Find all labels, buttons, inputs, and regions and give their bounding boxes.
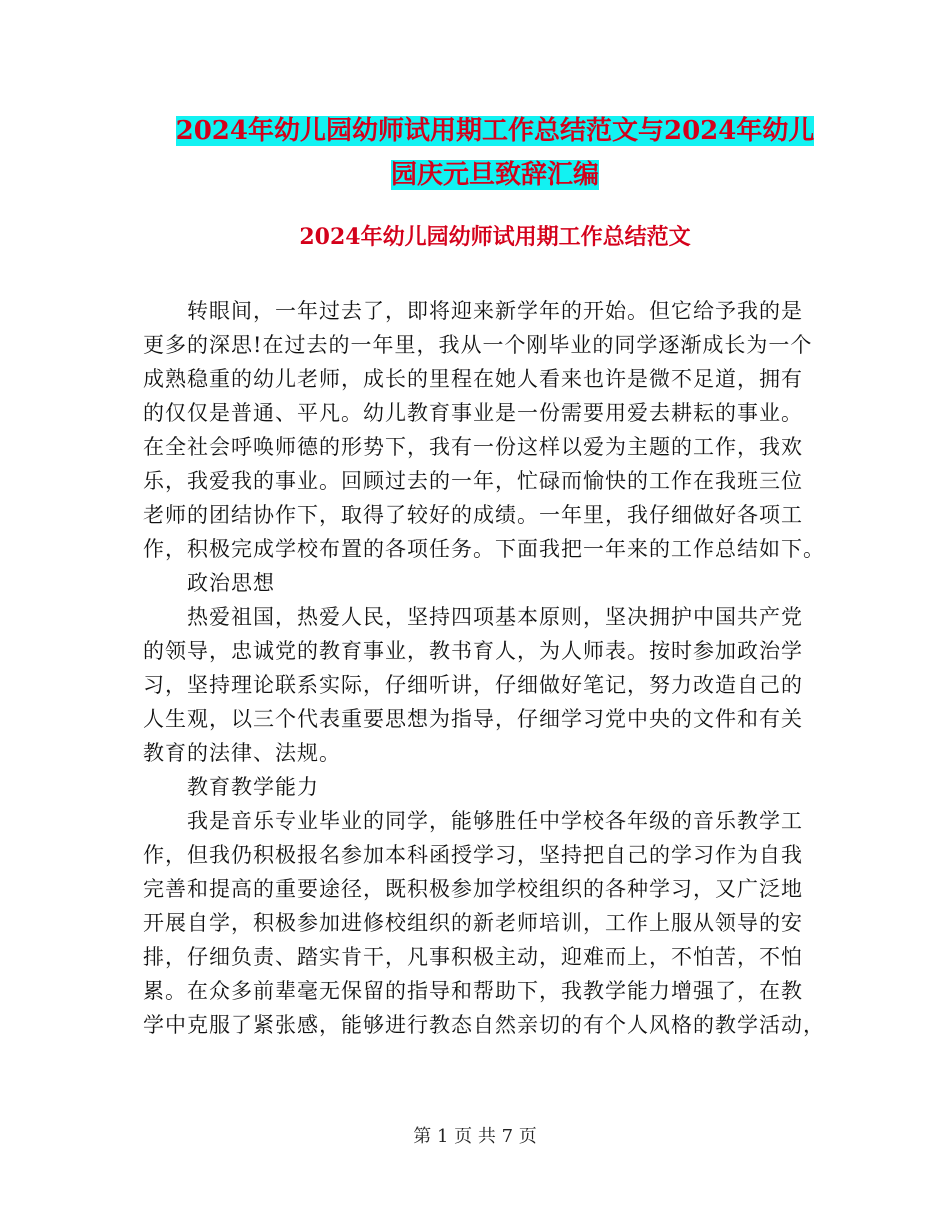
body-line: 完善和提高的重要途径，既积极参加学校组织的各种学习，又广泛地 [143, 877, 803, 901]
body-line: 学中克服了紧张感，能够进行教态自然亲切的有个人风格的教学活动， [143, 1013, 825, 1037]
body-line: 转眼间，一年过去了，即将迎来新学年的开始。但它给予我的是 [187, 299, 803, 323]
title-highlight-1: 2024年幼儿园幼师试用期工作总结范文与2024年幼儿 [175, 116, 815, 146]
page-number-footer: 第 1 页 共 7 页 [413, 1126, 537, 1147]
body-line: 教育的法律、法规。 [143, 741, 341, 765]
body-line: 在全社会呼唤师德的形势下，我有一份这样以爱为主题的工作，我欢 [143, 435, 803, 459]
body-line: 乐，我爱我的事业。回顾过去的一年，忙碌而愉快的工作在我班三位 [143, 469, 803, 493]
subheading-politics: 政治思想 [187, 571, 275, 595]
document-title-line-2 [140, 151, 850, 199]
body-line: 排，仔细负责、踏实肯干，凡事积极主动，迎难而上，不怕苦，不怕 [143, 945, 803, 969]
body-line: 人生观，以三个代表重要思想为指导，仔细学习党中央的文件和有关 [143, 707, 803, 731]
body-line: 老师的团结协作下，取得了较好的成绩。一年里，我仔细做好各项工 [143, 503, 803, 527]
section-title: 2024年幼儿园幼师试用期工作总结范文 [299, 224, 691, 250]
body-line: 作，积极完成学校布置的各项任务。下面我把一年来的工作总结如下。 [143, 537, 825, 561]
body-line: 热爱祖国，热爱人民，坚持四项基本原则，坚决拥护中国共产党 [187, 605, 803, 629]
document-title-line-1 [140, 107, 850, 155]
body-line: 作，但我仍积极报名参加本科函授学习，坚持把自己的学习作为自我 [143, 843, 803, 867]
body-line: 我是音乐专业毕业的同学，能够胜任中学校各年级的音乐教学工 [187, 809, 803, 833]
body-line: 的领导，忠诚党的教育事业，教书育人，为人师表。按时参加政治学 [143, 639, 803, 663]
title-highlight-2: 园庆元旦致辞汇编 [390, 160, 599, 190]
body-line: 更多的深思!在过去的一年里，我从一个刚毕业的同学逐渐成长为一个 [143, 333, 813, 357]
body-line: 成熟稳重的幼儿老师，成长的里程在她人看来也许是微不足道，拥有 [143, 367, 803, 391]
body-line: 开展自学，积极参加进修校组织的新老师培训，工作上服从领导的安 [143, 911, 803, 935]
body-line: 习，坚持理论联系实际，仔细听讲，仔细做好笔记，努力改造自己的 [143, 673, 803, 697]
body-line: 的仅仅是普通、平凡。幼儿教育事业是一份需要用爱去耕耘的事业。 [143, 401, 803, 425]
subheading-teaching-ability: 教育教学能力 [187, 775, 319, 799]
body-line: 累。在众多前辈毫无保留的指导和帮助下，我教学能力增强了，在教 [143, 979, 803, 1003]
